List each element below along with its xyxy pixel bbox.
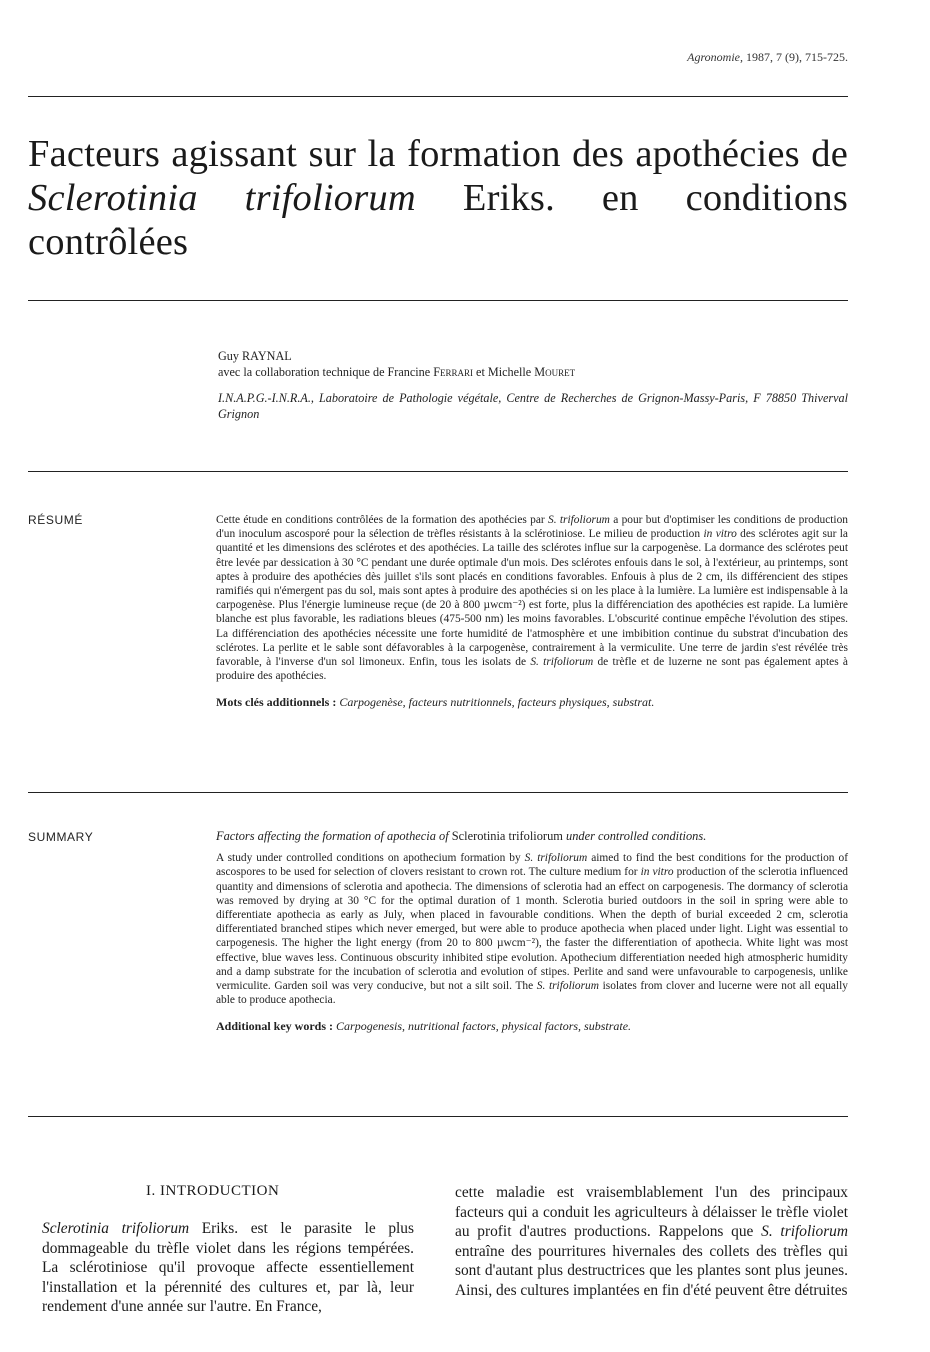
- intro-right-column: [455, 1183, 848, 1301]
- resume-text-part: Cette étude en conditions contrôlées de la formation des apothécies par: [216, 514, 549, 526]
- intro-text: entraîne des pourritures hivernales des collets des trèfles qui sont d'autant plus destructrices que les plantes sont plus jeunes. Ainsi, des cultures implantées en fin d'été peuvent être détruites: [455, 1242, 848, 1299]
- summary-title-part: under controlled conditions.: [562, 829, 707, 843]
- summary-keywords: [216, 1019, 848, 1033]
- intro-left-column: [42, 1219, 414, 1317]
- summary-species: S. trifoliorum: [524, 852, 588, 865]
- title-species: Sclerotinia trifoliorum: [28, 177, 416, 219]
- collab-prefix: avec la collaboration technique de Francine: [218, 365, 434, 379]
- resume-keywords-text: Carpogenèse, facteurs nutritionnels, facteurs physiques, substrat.: [339, 695, 655, 710]
- intro-text: cette maladie est vraisemblablement l'un des principaux facteurs qui a conduit les agriculteurs à délaisser le trèfle violet au profit d'autres productions. Rappelons que: [455, 1184, 848, 1241]
- collaborators: [218, 364, 848, 380]
- summary-italic: in vitro: [640, 866, 674, 879]
- summary-body: [216, 829, 848, 1034]
- intro-text: Eriks. est le parasite le plus dommageable du trèfle violet dans les régions tempérées. La sclérotiniose qu'il provoque affecte essentiellement l'installation et la pérennité des cultures et, par là, leur rendement d'une année sur l'autre. En France,: [42, 1220, 414, 1316]
- summary-text-part: production of the sclerotia influenced quantity and dimensions of sclerotia and apothecia. The dimensions of sclerotia had an effect on carpogenesis. The dormancy of sclerotia was removed by drying at 30 °C for the optimal duration of 1 month. Sclerotia buried outdoors in the soil in spring were able to differentiate apothecia as early as July, when placed in favourable conditions. When the depth of burial exceeded 2 cm, sclerotia differentiated branched stipes which never emerged, but were able to produce apothecia when placed under light. Light was essential to carpogenesis. The higher the light energy (from 20 to 800 µwcm⁻²), the faster the differentiation of apothecia. White light was most effective, blue waves less. Continuous obscurity inhibited stipe evolution. Apothecium differentiation needed high atmospheric humidity and a damp substrate for the incubation of sclerotia and evolution of stipes. Perlite and sand were unfavourable to carpogenesis, unlike vermiculite. Garden soil was very conducive, but not a silt soil. The: [216, 866, 848, 993]
- resume-rule: [28, 792, 848, 793]
- resume-body: [216, 513, 848, 710]
- resume-text-part: a pour but d'optimiser les conditions de production d'un inoculum ascosporé pour la sélection de trèfles résistants à la sclérotiniose. Le milieu de production: [216, 514, 848, 541]
- intro-species: Sclerotinia trifoliorum: [42, 1220, 190, 1237]
- summary-keywords-text: Carpogenesis, nutritional factors, physical factors, substrate.: [336, 1019, 632, 1034]
- header-rule: [28, 96, 848, 97]
- article-title: [28, 132, 848, 264]
- journal-reference: [687, 50, 848, 65]
- author-block: [218, 348, 848, 422]
- resume-keywords: [216, 695, 848, 709]
- summary-rule: [28, 1116, 848, 1117]
- title-part1: Facteurs agissant sur la formation des apothécies de: [28, 133, 848, 175]
- resume-species: S. trifoliorum: [530, 656, 594, 669]
- summary-keywords-label: Additional key words :: [216, 1019, 334, 1034]
- journal-volume: 1987, 7 (9), 715-725.: [746, 50, 848, 64]
- title-part2: Eriks. en conditions contrôlées: [28, 177, 849, 263]
- summary-title: [216, 829, 848, 843]
- intro-species: S. trifoliorum: [761, 1223, 848, 1241]
- introduction-heading: I. INTRODUCTION: [146, 1183, 280, 1199]
- journal-name: Agronomie,: [687, 50, 743, 64]
- summary-species: S. trifoliorum: [536, 980, 599, 993]
- summary-text-part: A study under controlled conditions on apothecium formation by: [216, 852, 525, 865]
- summary-text-part: isolates from clover and lucerne were not all equally able to produce apothecia.: [216, 980, 848, 1007]
- summary-title-species: Sclerotinia trifoliorum: [451, 829, 563, 843]
- institution: I.N.A.P.G.-I.N.R.A., Laboratoire de Pathologie végétale, Centre de Recherches de Grignon-Massy-Paris, F 78850 Thiverval Grignon: [218, 391, 848, 421]
- resume-text-part: des sclérotes agit sur la quantité et les dimensions des sclérotes et des apothécies. La taille des sclérotes influe sur la carpogenèse. La dormance des sclérotes peut être levée par dessication à 30 °C pendant une durée optimale d'un mois. Des sclérotes enfouis dans le sol, à l'extérieur, au printemps, sont aptes à produire des apothécies dès juillet s'ils sont placés en conditions favorables. Enfouis à plus de 2 cm, ils différencient des stipes ramifiés qui n'émergent pas du sol, mais sont aptes à produire des apothécies si on les place à la lumière. La lumière est indispensable à la carpogenèse. Plus l'énergie lumineuse reçue (de 20 à 800 µwcm⁻²) est forte, plus la différenciation des apothécies est rapide. La lumière blanche est plus favorable, les radiations bleues (475-500 nm) les moins favorables. L'obscurité continue empêche l'évolution des stipes. La différenciation des apothécies nécessite une forte humidité de l'atmosphère et une imbibition continue du substrat d'incubation des sclérotes. La perlite et le sable sont défavorables à la carpogenèse, contrairement à la vermiculite. Une terre de jardin s'est révélée très favorable, à l'inverse d'un sol limoneux. Enfin, tous les isolats de: [216, 528, 848, 669]
- intro-paragraph: [455, 1183, 848, 1301]
- author-name: Guy RAYNAL: [218, 349, 292, 363]
- resume-italic: in vitro: [703, 528, 737, 541]
- resume-text: [216, 513, 848, 683]
- resume-keywords-label: Mots clés additionnels :: [216, 695, 337, 710]
- resume-species: S. trifoliorum: [548, 514, 610, 526]
- resume-text-part: de trèfle et de luzerne ne sont pas également aptes à produire des apothécies.: [216, 656, 848, 683]
- collaborator-name: Mouret: [534, 365, 576, 379]
- summary-title-part: Factors affecting the formation of apothecia of: [216, 829, 452, 843]
- collab-mid: et Michelle: [473, 365, 535, 379]
- summary-text: [216, 851, 848, 1007]
- summary-label: SUMMARY: [28, 830, 94, 844]
- intro-paragraph: [42, 1219, 414, 1317]
- resume-label: RÉSUMÉ: [28, 513, 83, 527]
- title-rule: [28, 300, 848, 301]
- authors-rule: [28, 471, 848, 472]
- summary-text-part: aimed to find the best conditions for the production of ascospores to be used for selection of clovers resistant to crown rot. The culture medium for: [216, 852, 848, 879]
- collaborator-name: Ferrari: [433, 365, 473, 379]
